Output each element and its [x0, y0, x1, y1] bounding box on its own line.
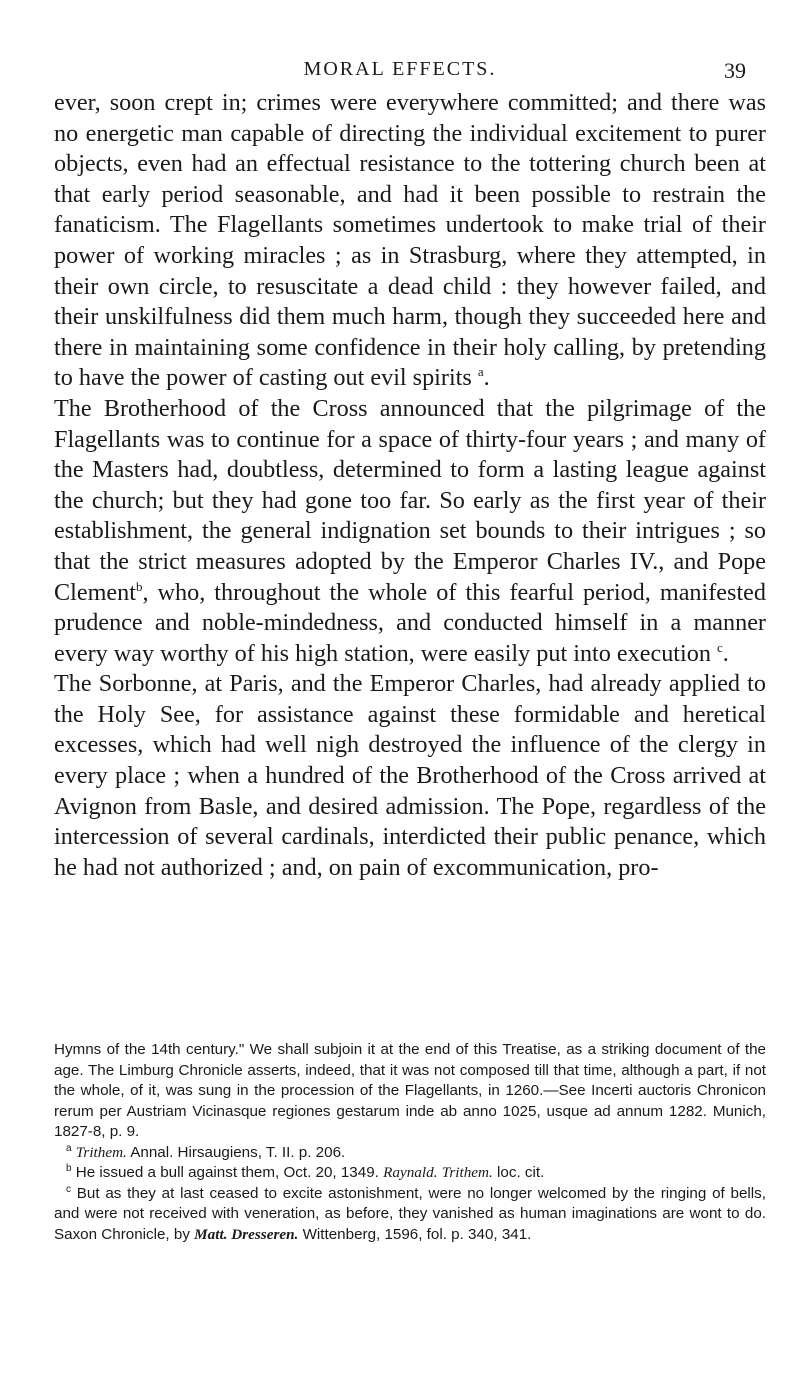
running-header — [54, 58, 746, 84]
paragraph-1-text: ever, soon crept in; crimes were everywhere committed; and there was no energetic man capable of directing the individual excitement to purer objects, even had an effectual resistance to the tottering church been at that early period seasonable, and had it been possible to restrain the fanaticism. The Flagellants sometimes undertook to make trial of their power of working miracles ; as in Strasburg, where they attempted, in their own circle, to resuscitate a dead child : they however failed, and their unskilfulness did them much harm, though they succeeded here and there in maintaining some confidence in their holy calling, by pretending to have the power of casting out evil spirits — [54, 89, 766, 392]
footnote-ref-a[interactable]: a — [477, 364, 484, 380]
footnote-c — [54, 1184, 766, 1246]
footnote-b-author-2: Trithem. — [441, 1164, 493, 1181]
footnote-b-text-2: loc. cit. — [492, 1164, 545, 1181]
running-title: MORAL EFFECTS. — [303, 58, 497, 80]
footnote-ref-b[interactable]: b — [135, 578, 143, 594]
page-number: 39 — [724, 58, 746, 83]
footnote-a-author: Trithem. — [75, 1143, 127, 1161]
footnote-a-marker: a — [66, 1142, 72, 1154]
paragraph-2 — [54, 394, 766, 669]
footnote-b-text: He issued a bull against them, Oct. 20, 1349. — [71, 1164, 384, 1181]
footnote-a-text: Annal. Hirsaugiens, T. II. p. 206. — [126, 1143, 346, 1161]
paragraph-2-text-cont: , who, throughout the whole of this fearful period, manifested prudence and noble-mindedness, and conducted himself in a manner every way worthy of his high station, were easily put into execution — [54, 578, 766, 667]
period: . — [722, 639, 729, 667]
footnote-c-marker: c — [66, 1183, 71, 1195]
footnote-b-author-1: Raynald. — [383, 1164, 438, 1181]
paragraph-1 — [54, 88, 766, 394]
footnote-b-marker: b — [66, 1163, 72, 1174]
footnote-ref-c[interactable]: c — [716, 639, 723, 655]
footnote-c-text-2: Wittenberg, 1596, fol. p. 340, 341. — [298, 1225, 532, 1243]
main-text — [54, 88, 766, 883]
footnote-c-author: Matt. Dresseren. — [194, 1225, 299, 1243]
paragraph-2-text: The Brotherhood of the Cross announced that the pilgrimage of the Flagellants was to continue for a space of thirty-four years ; and many of the Masters had, doubtless, determined to form a lasting league against the church; but they had gone too far. So early as the first year of their establishment, the general indignation set bounds to their intrigues ; so that the strict measures adopted by the Emperor Charles IV., and Pope Clement — [54, 394, 766, 606]
paragraph-3-text: The Sorbonne, at Paris, and the Emperor Charles, had already applied to the Holy See, for assistance against these formidable and heretical excesses, which had well nigh destroyed the influence of the clergy in every place ; when a hundred of the Brotherhood of the Cross arrived at Avignon from Basle, and desired admission. The Pope, regardless of the intercession of several cardinals, interdicted their public penance, which he had not authorized ; and, on pain of excommunication, pro- — [54, 670, 766, 881]
footnote-c-text: But as they at last ceased to excite astonishment, were no longer welcomed by the ringing of bells, and were not received with veneration, as before, they vanished as human imaginations are wont to do. Saxon Chronicle, by — [54, 1184, 766, 1243]
footnotes — [54, 1040, 766, 1245]
paragraph-3 — [54, 669, 766, 883]
footnote-continued: Hymns of the 14th century." We shall subjoin it at the end of this Treatise, as a striking document of the age. The Limburg Chronicle asserts, indeed, that it was not composed till that time, although a part, if not the whole, of it, was sung in the procession of the Flagellants, in 1260.—See Incerti auctoris Chronicon rerum per Austriam Vicinasque regiones gestarum inde ab anno 1025, usque ad annum 1282. Munich, 1827-8, p. 9. — [54, 1041, 766, 1140]
period: . — [483, 364, 490, 392]
footnote-a — [54, 1143, 766, 1164]
footnote-b — [54, 1163, 766, 1184]
